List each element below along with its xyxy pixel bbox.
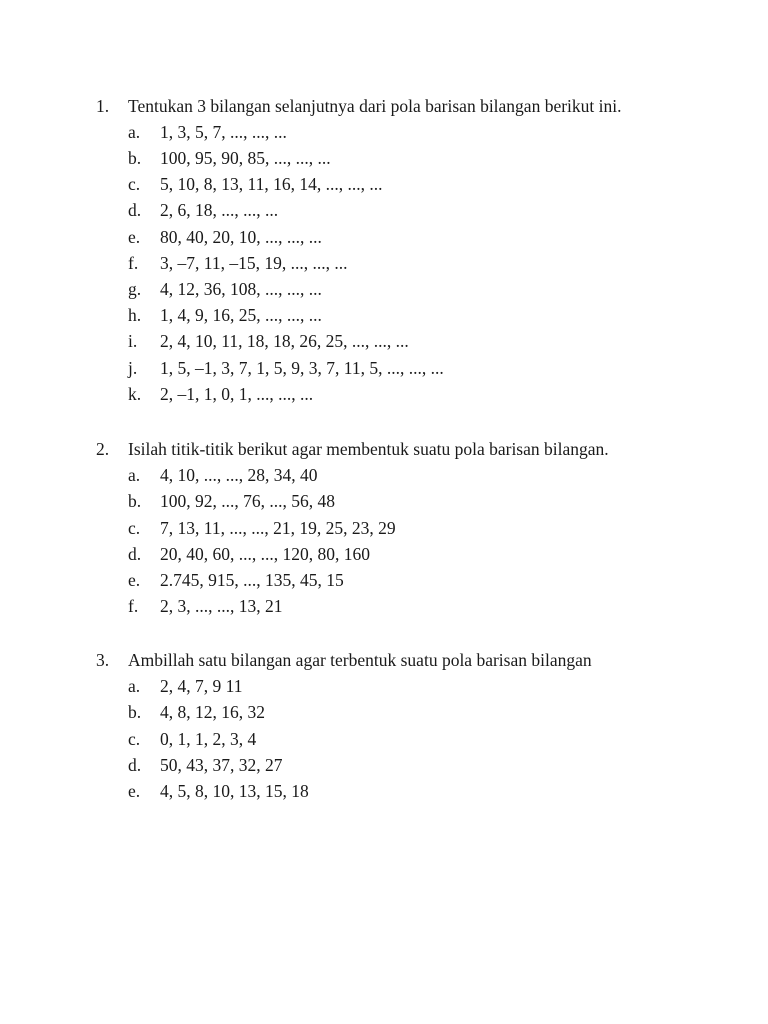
question-number: 2.	[96, 438, 110, 459]
question-heading	[96, 436, 736, 462]
item-letter: d.	[128, 200, 142, 221]
item-sequence: 50, 43, 37, 32, 27	[160, 754, 283, 775]
item-letter: c.	[128, 517, 141, 538]
question-3	[96, 647, 736, 805]
item-letter: d.	[128, 543, 142, 564]
item-letter: a.	[128, 464, 141, 485]
item-list	[96, 462, 736, 620]
question-2	[96, 436, 736, 620]
item-letter: a.	[128, 675, 141, 696]
list-item	[96, 462, 736, 488]
item-list	[96, 673, 736, 804]
list-item	[96, 752, 736, 778]
item-sequence: 7, 13, 11, ..., ..., 21, 19, 25, 23, 29	[160, 517, 396, 538]
list-item	[96, 276, 736, 302]
item-sequence: 2, 4, 7, 9 11	[160, 675, 243, 696]
list-item	[96, 594, 736, 620]
list-item	[96, 541, 736, 567]
item-letter: c.	[128, 728, 141, 749]
list-item	[96, 381, 736, 407]
item-sequence: 80, 40, 20, 10, ..., ..., ...	[160, 226, 322, 247]
item-sequence: 4, 5, 8, 10, 13, 15, 18	[160, 781, 309, 802]
list-item	[96, 329, 736, 355]
list-item	[96, 355, 736, 381]
list-item	[96, 303, 736, 329]
item-sequence: 2.745, 915, ..., 135, 45, 15	[160, 570, 344, 591]
question-number: 1.	[96, 95, 110, 116]
item-letter: g.	[128, 279, 142, 300]
item-letter: b.	[128, 702, 142, 723]
list-item	[96, 567, 736, 593]
item-letter: h.	[128, 305, 142, 326]
item-sequence: 2, 6, 18, ..., ..., ...	[160, 200, 279, 221]
item-sequence: 20, 40, 60, ..., ..., 120, 80, 160	[160, 543, 370, 564]
item-letter: k.	[128, 383, 142, 404]
item-sequence: 100, 92, ..., 76, ..., 56, 48	[160, 491, 335, 512]
question-text: Ambillah satu bilangan agar terbentuk suatu pola barisan bilangan	[128, 649, 592, 670]
list-item	[96, 250, 736, 276]
item-sequence: 0, 1, 1, 2, 3, 4	[160, 728, 257, 749]
question-heading	[96, 647, 736, 673]
question-number: 3.	[96, 649, 110, 670]
list-item	[96, 489, 736, 515]
item-sequence: 1, 4, 9, 16, 25, ..., ..., ...	[160, 305, 322, 326]
item-letter: e.	[128, 570, 141, 591]
list-item	[96, 198, 736, 224]
list-item	[96, 172, 736, 198]
list-item	[96, 778, 736, 804]
item-letter: b.	[128, 491, 142, 512]
item-sequence: 1, 5, –1, 3, 7, 1, 5, 9, 3, 7, 11, 5, ..., ..., ...	[160, 357, 444, 378]
item-letter: j.	[128, 357, 138, 378]
item-sequence: 4, 10, ..., ..., 28, 34, 40	[160, 464, 318, 485]
item-sequence: 2, 4, 10, 11, 18, 18, 26, 25, ..., ..., ...	[160, 331, 409, 352]
list-item	[96, 673, 736, 699]
item-sequence: 2, 3, ..., ..., 13, 21	[160, 596, 283, 617]
item-sequence: 1, 3, 5, 7, ..., ..., ...	[160, 121, 287, 142]
item-letter: b.	[128, 148, 142, 169]
question-1	[96, 93, 736, 407]
list-item	[96, 726, 736, 752]
item-letter: f.	[128, 252, 139, 273]
question-text: Tentukan 3 bilangan selanjutnya dari pola barisan bilangan berikut ini.	[128, 95, 622, 116]
list-item	[96, 224, 736, 250]
list-item	[96, 700, 736, 726]
item-letter: e.	[128, 226, 141, 247]
question-text: Isilah titik-titik berikut agar membentuk suatu pola barisan bilangan.	[128, 438, 609, 459]
list-item	[96, 145, 736, 171]
item-sequence: 5, 10, 8, 13, 11, 16, 14, ..., ..., ...	[160, 174, 383, 195]
list-item	[96, 515, 736, 541]
item-sequence: 4, 8, 12, 16, 32	[160, 702, 265, 723]
item-letter: i.	[128, 331, 138, 352]
item-letter: d.	[128, 754, 142, 775]
list-item	[96, 119, 736, 145]
question-heading	[96, 93, 736, 119]
item-sequence: 100, 95, 90, 85, ..., ..., ...	[160, 148, 331, 169]
item-letter: c.	[128, 174, 141, 195]
item-sequence: 4, 12, 36, 108, ..., ..., ...	[160, 279, 322, 300]
item-sequence: 2, –1, 1, 0, 1, ..., ..., ...	[160, 383, 314, 404]
item-sequence: 3, –7, 11, –15, 19, ..., ..., ...	[160, 252, 348, 273]
item-letter: e.	[128, 781, 141, 802]
item-list	[96, 119, 736, 407]
item-letter: f.	[128, 596, 139, 617]
item-letter: a.	[128, 121, 141, 142]
